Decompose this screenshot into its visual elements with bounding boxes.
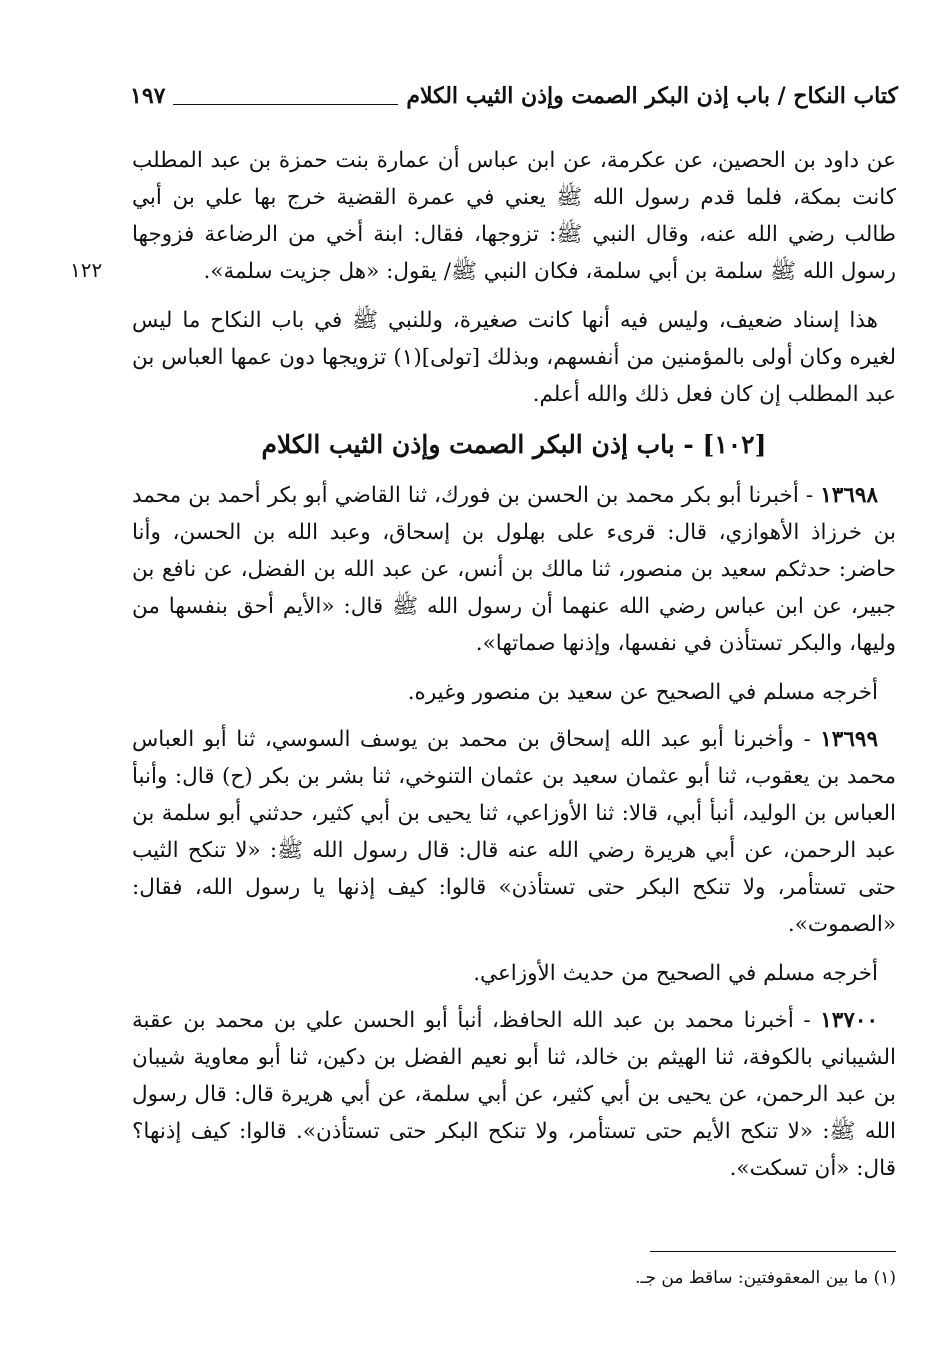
running-header <box>130 78 898 114</box>
margin-reference: ١٢٢ <box>70 258 103 282</box>
main-text <box>132 142 896 1199</box>
hadith-source-note: أخرجه مسلم في الصحيح عن سعيد بن منصور وغيره. <box>407 680 878 705</box>
hadith-number: ١٣٦٩٩ <box>820 727 878 752</box>
paragraph-continuation: عن داود بن الحصين، عن عكرمة، عن ابن عباس أن عمارة بنت حمزة بن عبد المطلب كانت بمكة، فلما قدم رسول الله ﷺ يعني في عمرة القضية خرج بها علي بن أبي طالب رضي الله عنه، وقال النبي ﷺ: تزوجها، فقال: ابنة أخي من الرضاعة فزوجها رسول الله ﷺ سلمة بن أبي سلمة، فكان النبي ﷺ/ يقول: «هل جزيت سلمة». <box>132 148 896 284</box>
hadith-number: ١٣٧٠٠ <box>820 1008 878 1033</box>
hadith-text: - وأخبرنا أبو عبد الله إسحاق بن محمد بن يوسف السوسي، ثنا أبو العباس محمد بن يعقوب، ثنا أبو عثمان سعيد بن عثمان التنوخي، ثنا بشر بن بكر (ح) قال: وأنبأ العباس بن الوليد، أنبأ أبي، قالا: ثنا الأوزاعي، ثنا يحيى بن أبي كثير، حدثني أبو سلمة بن عبد الرحمن، عن أبي هريرة رضي الله عنه قال: قال رسول الله ﷺ: «لا تنكح الثيب حتى تستأمر، ولا تنكح البكر حتى تستأذن» قالوا: كيف إذنها يا رسول الله، فقال: «الصموت». <box>132 727 896 937</box>
hadith-text: - أخبرنا أبو بكر محمد بن الحسن بن فورك، ثنا القاضي أبو بكر أحمد بن محمد بن خرزاذ الأهوازي، قال: قرىء على بهلول بن إسحاق، وعبد الله بن الحسن، وأنا حاضر: حدثكم سعيد بن منصور، ثنا مالك بن أنس، عن عبد الله بن الفضل، عن نافع بن جبير، عن ابن عباس رضي الله عنهما أن رسول الله ﷺ قال: «الأيم أحق بنفسها من وليها، والبكر تستأذن في نفسها، وإذنها صماتها». <box>132 483 896 656</box>
section-heading: [١٠٢] - باب إذن البكر الصمت وإذن الثيب الكلام <box>261 430 767 459</box>
hadith-source-note: أخرجه مسلم في الصحيح من حديث الأوزاعي. <box>473 961 878 986</box>
hadith-text: - أخبرنا محمد بن عبد الله الحافظ، أنبأ أبو الحسن علي بن محمد بن عقبة الشيباني بالكوفة، ثنا الهيثم بن خالد، ثنا أبو نعيم الفضل بن دكين، ثنا أبو معاوية شيبان بن عبد الرحمن، عن يحيى بن أبي كثير، عن أبي سلمة، عن أبي هريرة قال: قال رسول الله ﷺ: «لا تنكح الأيم حتى تستأمر، ولا تنكح البكر حتى تستأذن». قالوا: كيف إذنها؟ قال: «أن تسكت». <box>132 1008 896 1181</box>
hadith-entry <box>132 1002 896 1187</box>
footnote-rule <box>650 1251 896 1252</box>
page-number: ١٩٧ <box>130 83 166 109</box>
footnote: (١) ما بين المعقوفتين: ساقط من جـ. <box>635 1268 896 1288</box>
paragraph-commentary: هذا إسناد ضعيف، وليس فيه أنها كانت صغيرة، وللنبي ﷺ في باب النكاح ما ليس لغيره وكان أولى بالمؤمنين من أنفسهم، وبذلك [تولى](١) تزويجها دون عمها العباس بن عبد المطلب إن كان فعل ذلك والله أعلم. <box>132 308 896 407</box>
header-rule <box>173 104 398 105</box>
hadith-entry <box>132 721 896 943</box>
hadith-number: ١٣٦٩٨ <box>820 483 878 508</box>
header-title: كتاب النكاح / باب إذن البكر الصمت وإذن الثيب الكلام <box>406 83 898 109</box>
hadith-entry <box>132 477 896 662</box>
